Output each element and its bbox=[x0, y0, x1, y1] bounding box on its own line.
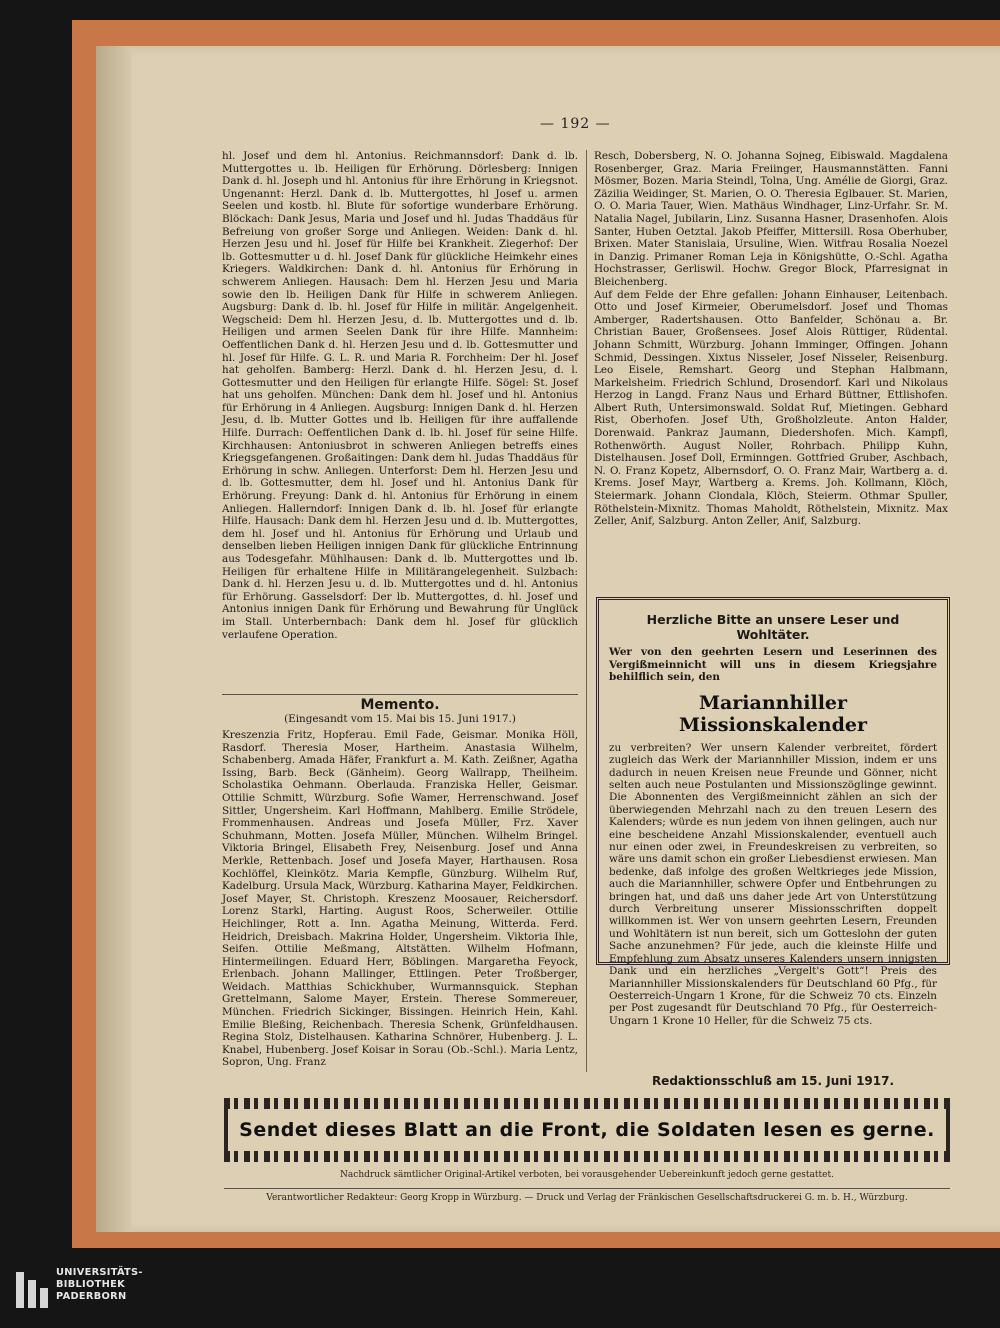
banner-ornament-top bbox=[224, 1098, 950, 1109]
page-number: — 192 — bbox=[540, 116, 611, 132]
banner-ornament-bottom bbox=[224, 1151, 950, 1162]
library-logo-icon bbox=[16, 1272, 50, 1308]
advertisement-intro: Wer von den geehrten Lesern und Leserinnen des Vergißmeinnicht will uns in diesem Kriegsjahre behilflich sein, den bbox=[609, 646, 937, 684]
copyright-notice: Nachdruck sämtlicher Original-Artikel verboten, bei vorausgehender Uebereinkunft jedoch gerne gestattet. bbox=[340, 1170, 834, 1180]
logo-line-2: BIBLIOTHEK bbox=[56, 1279, 125, 1290]
right-column-text bbox=[594, 150, 948, 587]
calendar-name: Mariannhiller Missionskalender bbox=[678, 691, 868, 736]
front-banner bbox=[224, 1098, 950, 1162]
logo-line-3: PADERBORN bbox=[56, 1291, 127, 1302]
column-divider bbox=[586, 150, 587, 1072]
memento-heading: Memento. bbox=[222, 694, 578, 713]
memento-names: Kreszenzia Fritz, Hopferau. Emil Fade, Geismar. Monika Höll, Rasdorf. Theresia Moser, Hartheim. Anastasia Wilhelm, Schabenberg. Amada Häfer, Frankfurt a. M. Kath. Zeißner, Agatha Issing, Barb. Beck (Gänheim). Georg Wallrapp, Theilheim. Scholastika Oehmann. Oberlauda. Franziska Heller, Geismar. Ottilie Schmitt, Würzburg. Sofie Wamer, Herrenschwand. Josef Sittler, Ungersheim. Karl Hoffmann, Mahlberg. Emilie Strödele, Frommenhausen. Andreas und Josefa Müller, Frz. Xaver Schuhmann, Motten. Josefa Müller, München. Wilhelm Bringel. Viktoria Bringel, Elisabeth Frey, Neisenburg. Josef und Anna Merkle, Rettenbach. Josef und Josefa Mayer, Harthausen. Rosa Kochlöffel, Kleinkötz. Maria Kempfle, Günzburg. Wilhelm Ruf, Kadelburg. Ursula Mack, Würzburg. Katharina Mayer, Feldkirchen. Josef Mayer, St. Christoph. Kreszenz Moosauer, Reichersdorf. Lorenz Starkl, Harting. August Roos, Scherweiler. Ottilie Heichlinger, Rott a. Inn. Agatha Meinung, Witterda. Ferd. Heidrich, Dreisbach. Makrina Holder, Ungersheim. Viktoria Ihle, Seifen. Ottilie Meßmang, Altstätten. Wilhelm Hofmann, Hintermeilingen. Eduard Herr, Böblingen. Margaretha Feyock, Erlenbach. Johann Mallinger, Ettlingen. Peter Troßberger, Weidach. Matthias Schickhuber, Wurmannsquick. Stephan Grettelmann, Salome Mayer, Erstein. Therese Sommereuer, München. Friedrich Sickinger, Bissingen. Heinrich Hein, Kahl. Emilie Bleßing, Reichenbach. Theresia Schenk, Grünfeldhausen. Regina Stolz, Distelhausen. Katharina Schnörer, Hubenberg. J. L. Knabel, Hubenberg. Josef Koisar in Sorau (Ob.-Schl.). Maria Lentz, Sopron, Ung. Franz bbox=[222, 729, 578, 1069]
imprint-footer: Verantwortlicher Redakteur: Georg Kropp in Würzburg. — Druck und Verlag der Fränkischen Gesellschaftsdruckerei G. m. b. H., Würzburg. bbox=[224, 1188, 950, 1203]
advertisement-body: zu verbreiten? Wer unsern Kalender verbreitet, fördert zugleich das Werk der Mariannhiller Mission, indem er uns dadurch in neuen Kreisen neue Freunde und Gönner, nicht selten auch neue Postulanten und Missionszöglinge gewinnt. Die Abonnenten des Vergißmeinnicht zählen an sich der überwiegenden Mehrzahl nach zu den treuen Lesern des Kalenders; würde es nun jedem von ihnen gelingen, auch nur eine bescheidene Anzahl Missionskalender, eventuell auch nur einen oder zwei, in Freundeskreisen zu verbreiten, so wäre uns damit schon ein großer Liebesdienst erwiesen. Man bedenke, daß infolge des großen Weltkrieges jede Mission, auch die Mariannhiller, schwere Opfer und Entbehrungen zu bringen hat, und daß uns daher jede Art von Unterstützung durch Verbreitung unserer Missionsschriften doppelt willkommen ist. Wer von unsern geehrten Lesern, Freunden und Wohltätern ist nun bereit, sich um Gotteslohn der guten Sache anzunehmen? Für jede, auch die kleinste Hilfe und Empfehlung zum Absatz unseres Kalenders unsern innigsten Dank und ein herzliches „Vergelt's Gott“! Preis des Mariannhiller Missionskalenders für Deutschland 60 Pfg., für Oesterreich-Ungarn 1 Krone, für die Schweiz 70 cts. Einzeln per Post zugesandt für Deutschland 70 Pfg., für Oesterreich-Ungarn 1 Krone 10 Heller, für die Schweiz 75 cts. bbox=[609, 741, 937, 1027]
advertisement-box bbox=[596, 597, 950, 1027]
library-logo bbox=[0, 1248, 170, 1328]
memento-continuation: Resch, Dobersberg, N. O. Johanna Sojneg, Eibiswald. Magdalena Rosenberger, Graz. Maria Freiinger, Hausmannstätten. Fanni Mösmer, Bozen. Maria Steindl, Tolna, Ung. Amélie de Giorgi, Graz. Zäzilia Weidinger, St. Marien, O. O. Theresia Eglbauer. St. Marien, O. O. Maria Tauer, Wien. Mathäus Windhager, Linz-Urfahr. Sr. M. Natalia Nagel, Jubilarin, Linz. Susanna Hasner, Drasenhofen. Alois Santer, Huben Oetztal. Jakob Pfeiffer, Mittersill. Rosa Oberhuber, Brixen. Mater Stanislaia, Ursuline, Wien. Witfrau Rosalia Noezel in Danzig. Primaner Roman Leja in Königshütte, O.-Schl. Agatha Hochstrasser, Gerliswil. Hochw. Gregor Block, Pfarresignat in Bleichenberg. Auf dem Felde der Ehre gefallen: Johann Einhauser, Leitenbach. Otto und Josef Kirmeier, Oberumelsdorf. Josef und Thomas Amberger, Radertshausen. Otto Banfelder, Schönau a. Br. Christian Bauer, Großensees. Josef Alois Rüttiger, Rüdental. Johann Schmitt, Würzburg. Johann Imminger, Offingen. Johann Schmid, Dessingen. Xixtus Nisseler, Josef Nisseler, Reisenburg. Leo Eisele, Remshart. Georg und Stephan Halbmann, Markelsheim. Friedrich Schlund, Drosendorf. Karl und Nikolaus Herzog in Langd. Franz Naus und Erhard Büttner, Ettlishofen. Albert Ruth, Untersimonswald. Soldat Ruf, Mietingen. Gebhard Rist, Oberhofen. Josef Uth, Großholzleute. Anton Halder, Dorenwaid. Pankraz Jaumann, Diedershofen. Mich. Kampfl, Rothenwörth. August Noller, Rohrbach. Philipp Kuhn, Distelhausen. Josef Doll, Erminngen. Gottfried Gruber, Aschbach, N. O. Franz Kopetz, Albernsdorf, O. O. Franz Mair, Wartberg a. d. Krems. Josef Mayr, Wartberg a. Krems. Joh. Kollmann, Klöch, Steiermark. Johann Clondala, Klöch, Steierm. Othmar Spuller, Röthelstein-Mixnitz. Thomas Maholdt, Röthelstein, Mixnitz. Max Zeller, Anif, Salzburg. Anton Zeller, Anif, Salzburg. bbox=[594, 150, 948, 528]
memento-subtitle: (Eingesandt vom 15. Mai bis 15. Juni 1917.) bbox=[284, 713, 516, 725]
advertisement-title: Herzliche Bitte an unsere Leser und Wohltäter. bbox=[646, 612, 900, 642]
memento-text bbox=[222, 729, 578, 1074]
left-column-text bbox=[222, 150, 578, 695]
logo-line-1: UNIVERSITÄTS- bbox=[56, 1267, 143, 1278]
library-logo-text bbox=[56, 1267, 143, 1303]
banner-text: Sendet dieses Blatt an die Front, die Soldaten lesen es gerne. bbox=[224, 1109, 950, 1151]
thanksgiving-list: hl. Josef und dem hl. Antonius. Reichmannsdorf: Dank d. lb. Muttergottes u. lb. Heiligen für Erhörung. Dörlesberg: Innigen Dank d. hl. Joseph und hl. Antonius für ihre Erhörung in Kriegsnot. Ungenannt: Herzl. Dank d. lb. Muttergottes, hl Josef u. armen Seelen und kostb. hl. Blute für sofortige wunderbare Erhörung. Blöckach: Dank Jesus, Maria und Josef und hl. Judas Thaddäus für Befreiung von großer Sorge und Anliegen. Weiden: Dank d. hl. Herzen Jesu und hl. Josef für Hilfe bei Krankheit. Ziegerhof: Der lb. Gottesmutter u d. hl. Josef Dank für glückliche Heimkehr eines Kriegers. Waldkirchen: Dank d. hl. Antonius für Erhörung in schwerem Anliegen. Hausach: Dem hl. Herzen Jesu und Maria sowie den lb. Heiligen Dank für Hilfe in schwerem Anliegen. Augsburg: Dank d. lb. hl. Josef für Hilfe in militär. Angelgenheit. Wegscheid: Dem hl. Herzen Jesu, d. lb. Muttergottes und d. lb. Heiligen und armen Seelen Dank für ihre Hilfe. Mannheim: Oeffentlichen Dank d. hl. Herzen Jesu und d. lb. Gottesmutter und hl. Josef für Hilfe. G. L. R. und Maria R. Forchheim: Der hl. Josef hat geholfen. Bamberg: Herzl. Dank d. hl. Herzen Jesu, d. l. Gottesmutter und den Heiligen für erlangte Hilfe. Sögel: St. Josef hat uns geholfen. München: Dank dem hl. Josef und hl. Antonius für Erhörung in 4 Anliegen. Augsburg: Innigen Dank d. hl. Herzen Jesu, d. lb. Mutter Gottes und lb. Heiligen für ihre auffallende Hilfe. Durrach: Oeffentlichen Dank d. lb. hl. Josef für seine Hilfe. Kirchhausen: Antoniusbrot in schweren Anliegen betreffs eines Kriegsgefangenen. Großaitingen: Dank dem hl. Judas Thaddäus für Erhörung in schw. Anliegen. Unterforst: Dem hl. Herzen Jesu und d. lb. Gottesmutter, dem hl. Josef und hl. Antonius Dank für Erhörung. Freyung: Dank d. hl. Antonius für Erhörung in einem Anliegen. Hallerndorf: Innigen Dank d. lb. hl. Josef für erlangte Hilfe. Hausach: Dank dem hl. Herzen Jesu und d. lb. Muttergottes, dem hl. Josef und hl. Antonius für Erhörung und Urlaub und denselben lieben Heiligen innigen Dank für glückliche Entrinnung aus Todesgefahr. Mühlhausen: Dank d. lb. Muttergottes und lb. Heiligen für erhaltene Hilfe in Militärangelegenheit. Sulzbach: Dank d. hl. Herzen Jesu u. d. lb. Muttergottes und d. hl. Antonius für Erhörung. Gasselsdorf: Der lb. Muttergottes, d. hl. Josef und Antonius innigen Dank für Erhörung und Bewahrung für Unglück im Stall. Unterbernbach: Dank dem hl. Josef für glücklich verlaufene Operation. bbox=[222, 150, 578, 641]
page-gutter bbox=[96, 46, 132, 1232]
editorial-deadline: Redaktionsschluß am 15. Juni 1917. bbox=[651, 1074, 895, 1088]
